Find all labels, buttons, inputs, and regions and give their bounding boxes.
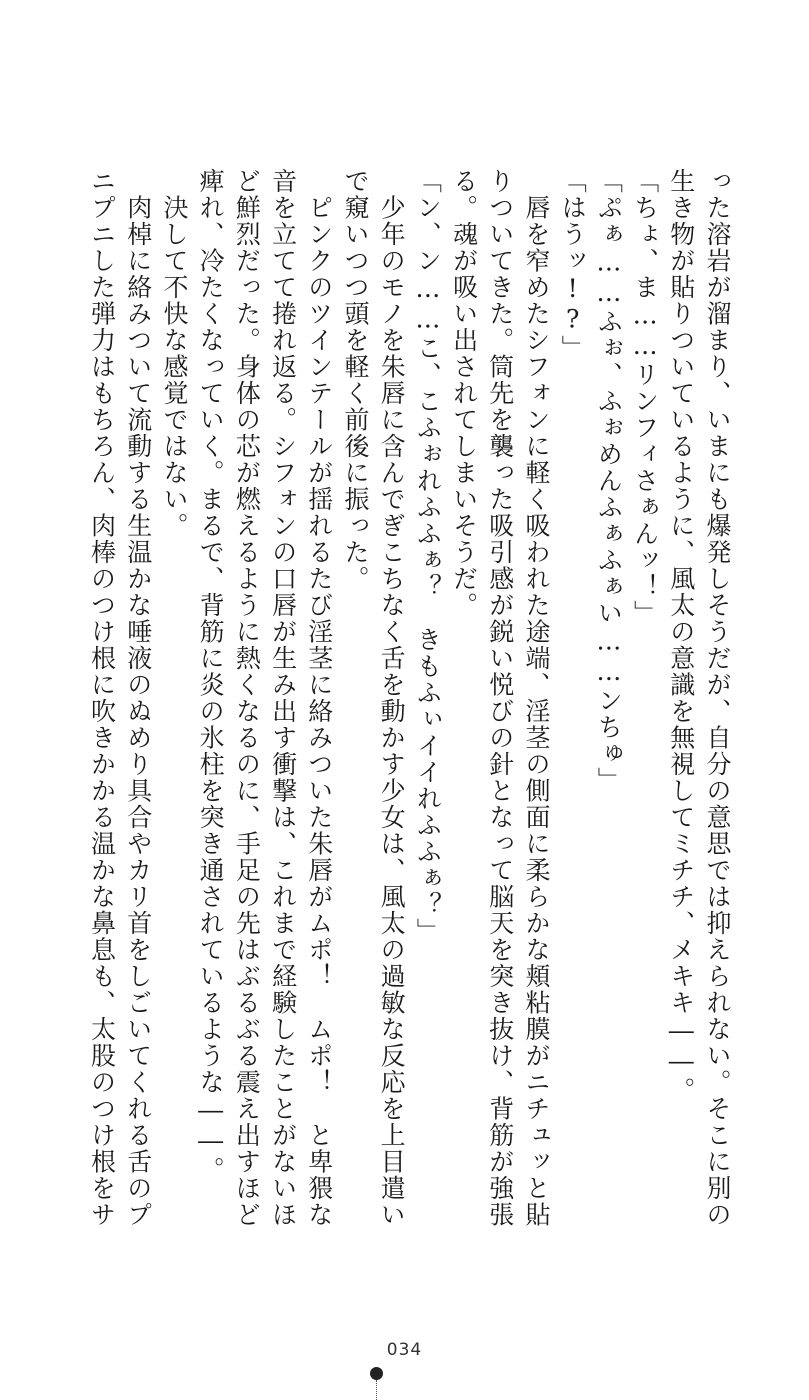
text-line-3: 「ちょ、ま……リンフィさぁんッ！」 bbox=[630, 168, 660, 627]
text-line-6: 唇を窄めたシフォンに軽く吸われた途端、淫茎の側面に柔らかな頬粘膜がニチュッと貼 bbox=[521, 168, 551, 1228]
text-line-16: 決して不快な感覚ではない。 bbox=[159, 168, 189, 539]
page-number: 034 bbox=[386, 1340, 423, 1360]
body-text bbox=[83, 168, 735, 1258]
text-line-1: った溶岩が溜まり、いまにも爆発しそうだが、自分の意思では抑えられない。そこに別の bbox=[703, 168, 732, 1228]
text-line-11: で窺いつつ頭を軽く前後に振った。 bbox=[340, 168, 370, 592]
text-line-15: 痺れ、冷たくなっていく。まるで、背筋に炎の氷柱を突き通されているような――。 bbox=[196, 168, 226, 1183]
text-line-5: 「はうッ!?」 bbox=[558, 168, 588, 362]
page-marker-line bbox=[376, 1380, 377, 1400]
text-line-8: る。魂が吸い出されてしまいそうだ。 bbox=[449, 168, 479, 619]
text-line-13: 音を立てて捲れ返る。シフォンの口唇が生み出す衝撃は、これまで経験したことがないほ bbox=[268, 168, 298, 1228]
text-line-7: りついてきた。筒先を襲った吸引感が鋭い悦びの針となって脳天を突き抜け、背筋が強張 bbox=[485, 168, 515, 1228]
text-line-4: 「ぷぁ……ふぉ、ふぉめんふぁふぁい……ンちゅ」 bbox=[594, 168, 624, 794]
text-line-2: 生き物が貼りついているように、風太の意識を無視してミチチ、メキキ――。 bbox=[666, 168, 696, 1104]
text-line-10: 少年のモノを朱唇に含んでぎこちなく舌を動かす少女は、風太の過敏な反応を上目遣い bbox=[377, 168, 407, 1228]
text-line-9: 「ン、ン……こ、こふぉれふふぁ？ きもふぃイイれふふぁ？」 bbox=[413, 168, 443, 945]
text-line-12: ピンクのツインテールが揺れるたび淫茎に絡みついた朱唇がムポ！ ムポ！ と卑猥な bbox=[304, 168, 334, 1228]
page-marker-dot-icon bbox=[370, 1367, 383, 1380]
text-line-17: 肉棹に絡みついて流動する生温かな唾液のぬめり具合やカリ首をしごいてくれる舌のプ bbox=[123, 168, 153, 1228]
text-line-14: ど鮮烈だった。身体の芯が燃えるように熱くなるのに、手足の先はぶるぶる震え出すほど bbox=[232, 168, 262, 1228]
text-line-18: ニプニした弾力はもちろん、肉棒のつけ根に吹きかかる温かな鼻息も、太股のつけ根をサ bbox=[87, 168, 117, 1228]
